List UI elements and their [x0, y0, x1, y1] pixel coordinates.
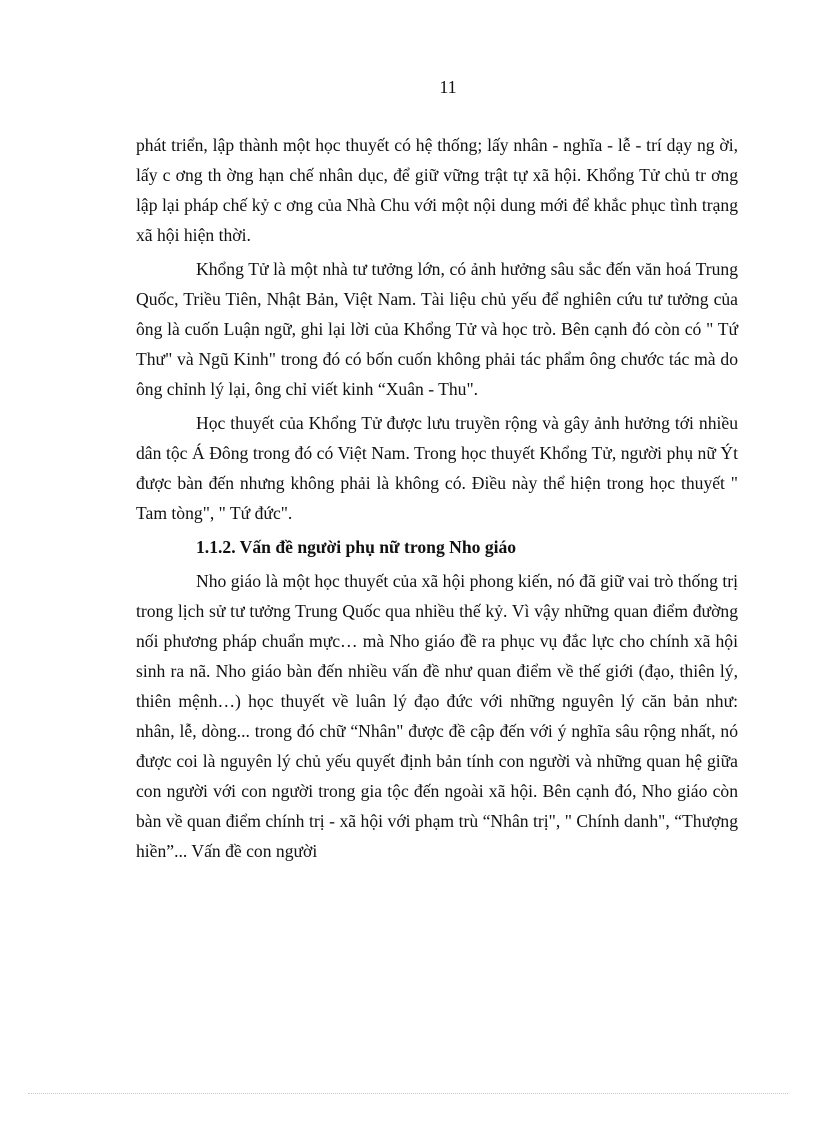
- paragraph-hoc-thuyet: Học thuyết của Khổng Tử được lưu truyền rộng và gây ảnh hưởng tới nhiều dân tộc Á Đông trong đó có Việt Nam. Trong học thuyết Khổng Tử, người phụ nữ Ýt được bàn đến nhưng không phải là không có. Điều này thể hiện trong học thuyết " Tam tòng", " Tứ đức".: [136, 413, 738, 523]
- paragraph-khong-tu-thinker: Khổng Tử là một nhà tư tưởng lớn, có ảnh hưởng sâu sắc đến văn hoá Trung Quốc, Triều Tiên, Nhật Bản, Việt Nam. Tài liệu chủ yếu để nghiên cứu tư tưởng của ông là cuốn Luận ngữ, ghi lại lời của Khổng Tử và học trò. Bên cạnh đó còn có " Tứ Thư" và Ngũ Kinh" trong đó có bốn cuốn không phải tác phẩm ông chước tác mà do ông chỉnh lý lại, ông chỉ viết kinh “Xuân - Thu".: [136, 259, 738, 399]
- body-text: [136, 130, 738, 870]
- paragraph-nho-giao: Nho giáo là một học thuyết của xã hội phong kiến, nó đã giữ vai trò thống trị trong lịch sử tư tưởng Trung Quốc qua nhiều thế kỷ. Vì vậy những quan điểm đường nối phương pháp chuẩn mực… mà Nho giáo đề ra phục vụ đắc lực cho chính xã hội sinh ra nã. Nho giáo bàn đến nhiều vấn đề như quan điểm về thế giới (đạo, thiên lý, thiên mệnh…) học thuyết về luân lý đạo đức với những nguyên lý căn bản như: nhân, lễ, dòng... trong đó chữ “Nhân" được đề cập đến với ý nghĩa sâu rộng nhất, nó được coi là nguyên lý chủ yếu quyết định bản tính con người và những quan hệ giữa con người với con người trong gia tộc đến ngoài xã hội. Bên cạnh đó, Nho giáo còn bàn về quan điểm chính trị - xã hội với phạm trù “Nhân trị", " Chính danh", “Thượng hiền”... Vấn đề con người: [136, 571, 738, 861]
- page-number: 11: [439, 77, 457, 97]
- page-bottom-divider: [28, 1093, 788, 1094]
- paragraph-continuation: phát triển, lập thành một học thuyết có hệ thống; lấy nhân - nghĩa - lễ - trí dạy ng ời, lấy c ơng th ờng hạn chế nhân dục, để giữ vững trật tự xã hội. Khổng Tử chủ tr ơng lập lại pháp chế kỷ c ơng của Nhà Chu với một nội dung mới để khắc phục tình trạng xã hội hiện thời.: [136, 135, 738, 245]
- section-heading: 1.1.2. Vấn đề người phụ nữ trong Nho giáo: [196, 537, 517, 557]
